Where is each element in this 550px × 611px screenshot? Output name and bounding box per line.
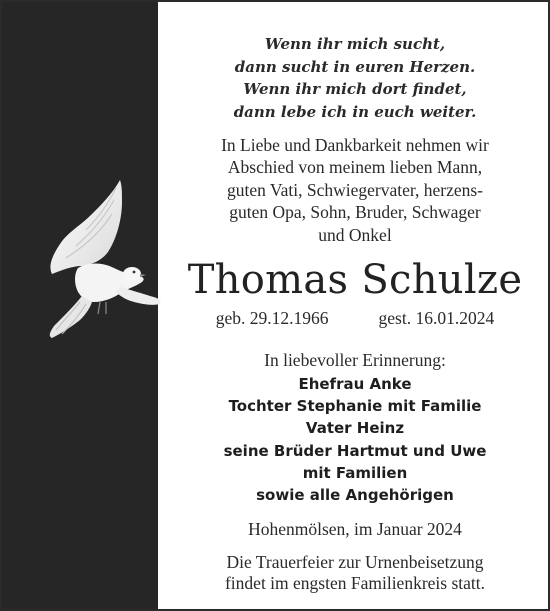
remembrance-heading: In liebevoller Erinnerung: [264,350,446,371]
mourner-line: Tochter Stephanie mit Familie [228,397,482,416]
dove-icon [42,174,162,344]
deceased-name: Thomas Schulze [187,257,523,304]
mourners-list [162,373,548,506]
intro-line: guten Opa, Sohn, Bruder, Schwager [229,202,481,223]
poem-line: dann lebe ich in euch weiter. [233,102,477,121]
mourner-line: Vater Heinz [305,419,405,438]
ceremony-info [162,552,548,594]
mourner-line: sowie alle Angehörigen [256,486,454,505]
poem-line: dann sucht in euren Herzen. [234,57,476,76]
birth-date: geb. 29.12.1966 [215,308,329,329]
ceremony-line: Die Trauerfeier zur Urnenbeisetzung [226,552,484,573]
intro-line: und Onkel [318,224,392,245]
mourner-line: Ehefrau Anke [298,375,412,394]
death-date: gest. 16.01.2024 [378,308,495,329]
poem-line: Wenn ihr mich dort findet, [243,80,467,98]
notice-content [162,2,548,594]
intro-line: guten Vati, Schwiegervater, herzens- [226,179,484,200]
poem-line: Wenn ihr mich sucht, [264,35,446,53]
ceremony-line: findet im engsten Familienkreis statt. [224,573,486,594]
intro-text [162,134,548,246]
mourner-line: mit Familien [302,463,408,482]
place-and-date: Hohenmölsen, im Januar 2024 [248,519,462,540]
mourner-line: seine Brüder Hartmut und Uwe [223,441,487,460]
life-dates [162,307,548,329]
intro-line: Abschied von meinem lieben Mann, [227,157,483,178]
poem [162,33,548,123]
intro-line: In Liebe und Dankbarkeit nehmen wir [221,135,489,155]
